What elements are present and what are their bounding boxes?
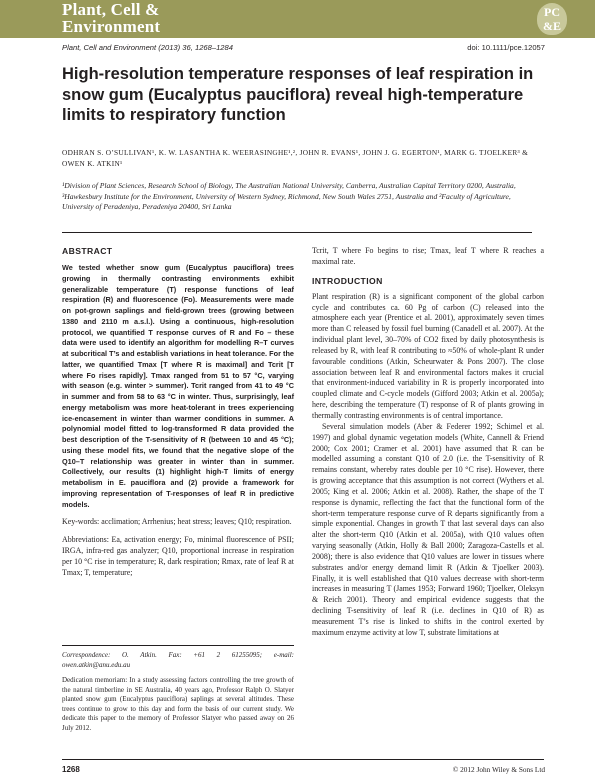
introduction-paragraph-2: Several simulation models (Aber & Federer 1992; Schimel et al. 1997) and global dynamic vegetation models (White, Cannell & Friend 2000; Cox 2001; Cramer et al. 2001) have assumed that R can be modelled assuming a constant Q10 of 2.0 (i.e. the T-sensitivity of R remains constant, whereby rates double per 10 °C rise). However, there is growing acceptance that this assumption is not correct (Wythers et al. 2005; King et al. 2006; Atkin et al. 2008). Rather, the shape of the T response is dynamic, reflecting the fact that the functional form of the short-term temperature response curve of R departs significantly from a simple exponential. Changes in growth T that last several days can also alter the short-term Q10 (Atkin et al. 2005a), with Q10 values often varying seasonally (Atkin, Holly & Ball 2000; Zaragoza-Castells et al. 2008); there is also evidence that Q10 values are lower in tissues where substrates and/or energy demand limit R (Atkin & Tjoelker 2003). Finally, it is well established that Q10 values decrease with short-term increases in measuring T (James 1953; Forward 1960; Tjoelker, Oleksyn & Reich 2001). Theory and empirical evidence suggests that the declining T-sensitivity of leaf R (i.e. declines in Q10 of R) as measurement T’s rise is linked to shifts in the control exerted by maximum enzyme activity at low T, substrate limitations at — [312, 421, 544, 637]
right-column — [312, 246, 544, 639]
abbreviations: Abbreviations: Ea, activation energy; Fo, minimal fluorescence of PSII; IRGA, infra-red gas analyzer; Q10, proportional increase in respiration per 10 °C rise in temperature; R, dark respiration; Rmax, rate of leaf R at Tmax; T, temperature; — [62, 535, 294, 577]
article-affiliations: ¹Division of Plant Sciences, Research School of Biology, The Australian National University, Canberra, Australian Capital Territory 0200, Australia, ³Hawkesbury Institute for the Environment, University of Western Sydney, Richmond, New South Wales 2751, Australia and ²Faculty of Agriculture, University of Peradeniya, Peradeniya 20400, Sri Lanka — [62, 181, 516, 212]
keywords: Key-words: acclimation; Arrhenius; heat stress; leaves; Q10; respiration. — [62, 517, 292, 527]
abbreviations-continued: Tcrit, T where Fo begins to rise; Tmax, leaf T where R reaches a maximal rate. — [312, 246, 544, 266]
left-column — [62, 246, 294, 578]
footer-divider — [62, 759, 544, 760]
introduction-heading: INTRODUCTION — [312, 275, 383, 286]
page-number: 1268 — [62, 765, 80, 774]
logo-text-bottom: &E — [543, 19, 561, 33]
abstract-heading: ABSTRACT — [62, 246, 113, 256]
copyright-notice: © 2012 John Wiley & Sons Ltd — [452, 765, 545, 774]
introduction-paragraph-1: Plant respiration (R) is a significant component of the global carbon cycle and contributes ca. 60 Pg of carbon (C) released into the atmosphere each year (Prentice et al. 2001), approximately seven times more than C released by fossil fuel burning (Canadell et al. 2007). At the individual plant level, 30–70% of CO2 fixed by daily photosynthesis is released by R, with leaf R contributing to ≈50% of whole-plant R under favourable conditions (Atkin, Scheurwater & Pons 2007). The close association between leaf R and environmental factors makes it crucial that environment-induced variability in R is properly incorporated into coupled climate and C-cycle models (Gifford 2003; Atkin et al. 2005a); here, describing the temperature (T) response of R of plants growing in thermally contrasting environments is of central importance. — [312, 291, 544, 420]
article-doi: doi: 10.1111/pce.12057 — [467, 43, 545, 52]
journal-name — [62, 1, 160, 35]
correspondence-note: Correspondence: O. Atkin. Fax: +61 2 61255095; e-mail: owen.atkin@anu.edu.au — [62, 651, 294, 669]
logo-text-top: PC — [544, 5, 560, 19]
footnote-divider — [62, 645, 294, 646]
article-title: High-resolution temperature responses of leaf respiration in snow gum (Eucalyptus pauciflora) reveal high-temperature limits to respiratory function — [62, 65, 534, 124]
header-divider — [62, 232, 532, 233]
journal-citation: Plant, Cell and Environment (2013) 36, 1268–1284 — [62, 43, 233, 52]
journal-name-line2: Environment — [62, 17, 161, 36]
journal-logo — [537, 3, 567, 35]
dedication-note: Dedication memoriam: In a study assessing factors controlling the tree growth of the natural timberline in SE Australia, 40 years ago, Professor Ralph O. Slatyer planted snow gum (Eucalyptus pauciflora) saplings at several altitudes. These trees continue to grow to this day and form the basis of our current study. We dedicate this paper to the memory of Professor Slatyer who passed away on 26 July 2012. — [62, 676, 294, 732]
journal-banner — [0, 0, 595, 38]
abstract-text: We tested whether snow gum (Eucalyptus pauciflora) trees growing in thermally contrasting environments exhibit generalizable temperature (T) response functions of leaf respiration (R) and fluorescence (Fo). Measurements were made on pot-grown saplings and field-grown trees (growing between 1380 and 2110 m a.s.l.). Using a continuous, high-resolution protocol, we quantified T response curves of R and Fo – these data were used to identify an algorithm for modelling R–T curves at subcritical T’s and establish variations in heat tolerance. For the latter, we quantified Tmax [T where R is maximal] and Tcrit [T where Fo rises rapidly]. Tmax ranged from 51 to 57 °C, varying with season (e.g. winter > summer). Tcrit ranged from 41 to 49 °C in summer and from 58 to 63 °C in winter. Thus, surprisingly, leaf energy metabolism was more heat-tolerant in trees experiencing ice-encasement in winter than warmer conditions in summer. A polynomial model fitted to log-transformed R data provided the best description of the T-sensitivity of R (between 10 and 45 °C); using these model fits, we found that the negative slope of the Q10–T relationship was greater in winter than in summer. Collectively, our results (1) highlight high-T limits of energy metabolism in E. pauciflora and (2) provide a framework for improving representation of T-responses of leaf R in predictive models. — [62, 263, 294, 509]
article-authors: ODHRAN S. O’SULLIVAN¹, K. W. LASANTHA K. WEERASINGHE¹,², JOHN R. EVANS¹, JOHN J. G. EGERTON¹, MARK G. TJOELKER³ & OWEN K. ATKIN¹ — [62, 148, 529, 168]
journal-name-line1: Plant, Cell & — [62, 0, 160, 19]
